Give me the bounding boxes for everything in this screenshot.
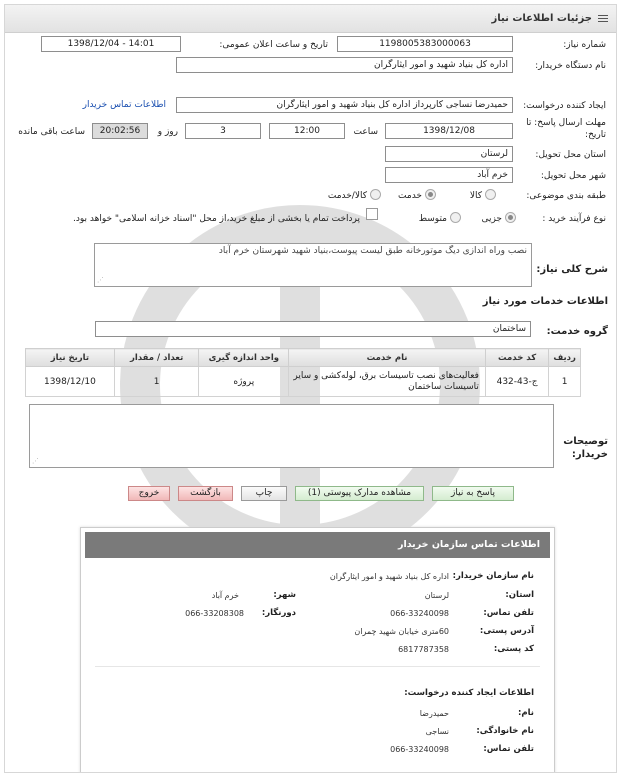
fax-label: دورنگار: <box>261 608 296 618</box>
col-name: نام خدمت <box>289 349 486 367</box>
city-label: شهر: <box>273 590 296 600</box>
view-documents-button[interactable]: مشاهده مدارک پیوستی (1) <box>295 486 424 501</box>
cell-qty: 1 <box>114 367 199 397</box>
services-section-title: اطلاعات خدمات مورد نیاز <box>482 296 608 307</box>
org-name-label: نام سازمان خریدار: <box>452 571 534 581</box>
buyer-notes-label: توصیحات خریدار: <box>563 436 608 460</box>
category-radio-goods-service[interactable] <box>370 189 381 200</box>
creator-phone-label: تلفن تماس: <box>483 744 534 754</box>
service-group-field: ساختمان <box>95 321 531 337</box>
buyer-org-label: نام دستگاه خریدار: <box>535 61 606 71</box>
cell-row: 1 <box>549 367 581 397</box>
fax-value: 066-33208308 <box>185 609 244 618</box>
deadline-date-field: 1398/12/08 <box>385 123 513 139</box>
process-label: نوع فرآیند خرید : <box>542 214 606 224</box>
buyer-contact-link[interactable]: اطلاعات تماس خریدار <box>82 100 166 110</box>
address-value: 60متری خیابان شهید چمران <box>354 627 449 636</box>
page-title: جزئیات اطلاعات نیاز <box>491 13 592 24</box>
contact-card-header <box>85 532 550 558</box>
first-name-label: نام: <box>517 708 534 718</box>
back-button[interactable]: بازگشت <box>178 486 233 501</box>
time-label: ساعت <box>353 127 378 137</box>
description-box <box>94 243 532 287</box>
buyer-contact-card <box>80 527 555 773</box>
remaining-label: ساعت باقی مانده <box>18 127 85 137</box>
province-field: لرستان <box>385 146 513 162</box>
services-table-header <box>26 349 581 367</box>
category-label: طبقه بندی موضوعی: <box>526 191 606 201</box>
category-option-service: خدمت <box>398 191 422 201</box>
province-label: استان محل تحویل: <box>535 150 606 160</box>
deadline-time-field: 12:00 <box>269 123 345 139</box>
treasury-payment-checkbox[interactable] <box>366 208 378 220</box>
divider <box>95 666 540 667</box>
contact-card-title: اطلاعات تماس سازمان خریدار <box>397 539 540 550</box>
process-radio-medium[interactable] <box>450 212 461 223</box>
description-text: نصب وراه اندازی دیگ موتورخانه طبق لیست پیوست،بنیاد شهید شهرستان خرم آباد <box>218 246 527 256</box>
menu-icon <box>598 15 608 23</box>
need-number-label: شماره نیاز: <box>563 40 606 50</box>
city-value: خرم آباد <box>211 591 239 600</box>
exit-button[interactable]: خروج <box>128 486 170 501</box>
resize-grip-icon: ⋰ <box>32 457 39 465</box>
col-date: تاریخ نیاز <box>26 349 115 367</box>
col-code: کد خدمت <box>485 349 548 367</box>
col-qty: تعداد / مقدار <box>114 349 199 367</box>
phone-value: 066-33240098 <box>390 609 449 618</box>
cell-code: ج-43-432 <box>485 367 548 397</box>
first-name-value: حمیدرضا <box>419 709 449 718</box>
days-label: روز و <box>157 127 178 137</box>
category-option-goods: کالا <box>469 191 482 201</box>
process-radio-minor[interactable] <box>505 212 516 223</box>
announce-field: 1398/12/04 - 14:01 <box>41 36 181 52</box>
description-label: شرح کلی نیاز: <box>536 264 608 275</box>
province-value: لرستان <box>424 591 449 600</box>
need-details-page <box>4 4 617 773</box>
process-option-minor: جزیی <box>481 214 502 224</box>
city-field: خرم آباد <box>385 167 513 183</box>
print-button[interactable]: چاپ <box>241 486 287 501</box>
cell-date: 1398/12/10 <box>26 367 115 397</box>
reply-button[interactable]: پاسخ به نیاز <box>432 486 514 501</box>
remaining-time-field: 20:02:56 <box>92 123 148 139</box>
creator-phone-value: 066-33240098 <box>390 745 449 754</box>
col-unit: واحد اندازه گیری <box>199 349 289 367</box>
service-group-label: گروه خدمت: <box>546 326 608 337</box>
cell-unit: پروژه <box>199 367 289 397</box>
category-option-goods-service: کالا/خدمت <box>327 191 367 201</box>
category-radio-service[interactable] <box>425 189 436 200</box>
buyer-notes-box[interactable] <box>29 404 554 468</box>
payment-note: پرداخت تمام یا بخشی از مبلغ خرید،از محل "اسناد خزانه اسلامی" خواهد بود. <box>72 214 360 224</box>
deadline-label: مهلت ارسال پاسخ: تا تاریخ: <box>526 118 606 140</box>
last-name-label: نام خانوادگی: <box>476 726 534 736</box>
need-number-field: 1198005383000063 <box>337 36 513 52</box>
postal-value: 6817787358 <box>398 645 449 654</box>
cell-name: فعالیت‌های نصب تاسیسات برق، لوله‌کشی و سایر تاسیسات ساختمان <box>289 367 486 397</box>
col-row: ردیف <box>549 349 581 367</box>
creator-field: حمیدرضا نساجی کارپرداز اداره کل بنیاد شهید و امور ایثارگران <box>176 97 513 113</box>
creator-section-title: اطلاعات ایجاد کننده درخواست: <box>404 688 534 698</box>
title-bar <box>5 5 616 33</box>
last-name-value: نساجی <box>425 727 449 736</box>
postal-label: کد پستی: <box>493 644 534 654</box>
resize-grip-icon: ⋰ <box>97 276 104 284</box>
announce-label: تاریخ و ساعت اعلان عمومی: <box>219 40 328 50</box>
address-label: آدرس پستی: <box>479 626 534 636</box>
org-name-value: اداره کل بنیاد شهید و امور ایثارگران <box>329 572 449 581</box>
buyer-org-field: اداره کل بنیاد شهید و امور ایثارگران <box>176 57 513 73</box>
days-field: 3 <box>185 123 261 139</box>
creator-label: ایجاد کننده درخواست: <box>523 101 606 111</box>
process-option-medium: متوسط <box>418 214 447 224</box>
phone-label: تلفن تماس: <box>483 608 534 618</box>
category-radio-goods[interactable] <box>485 189 496 200</box>
city-label: شهر محل تحویل: <box>540 171 606 181</box>
services-table <box>25 348 581 397</box>
table-row <box>26 367 581 397</box>
province-label: استان: <box>505 590 534 600</box>
